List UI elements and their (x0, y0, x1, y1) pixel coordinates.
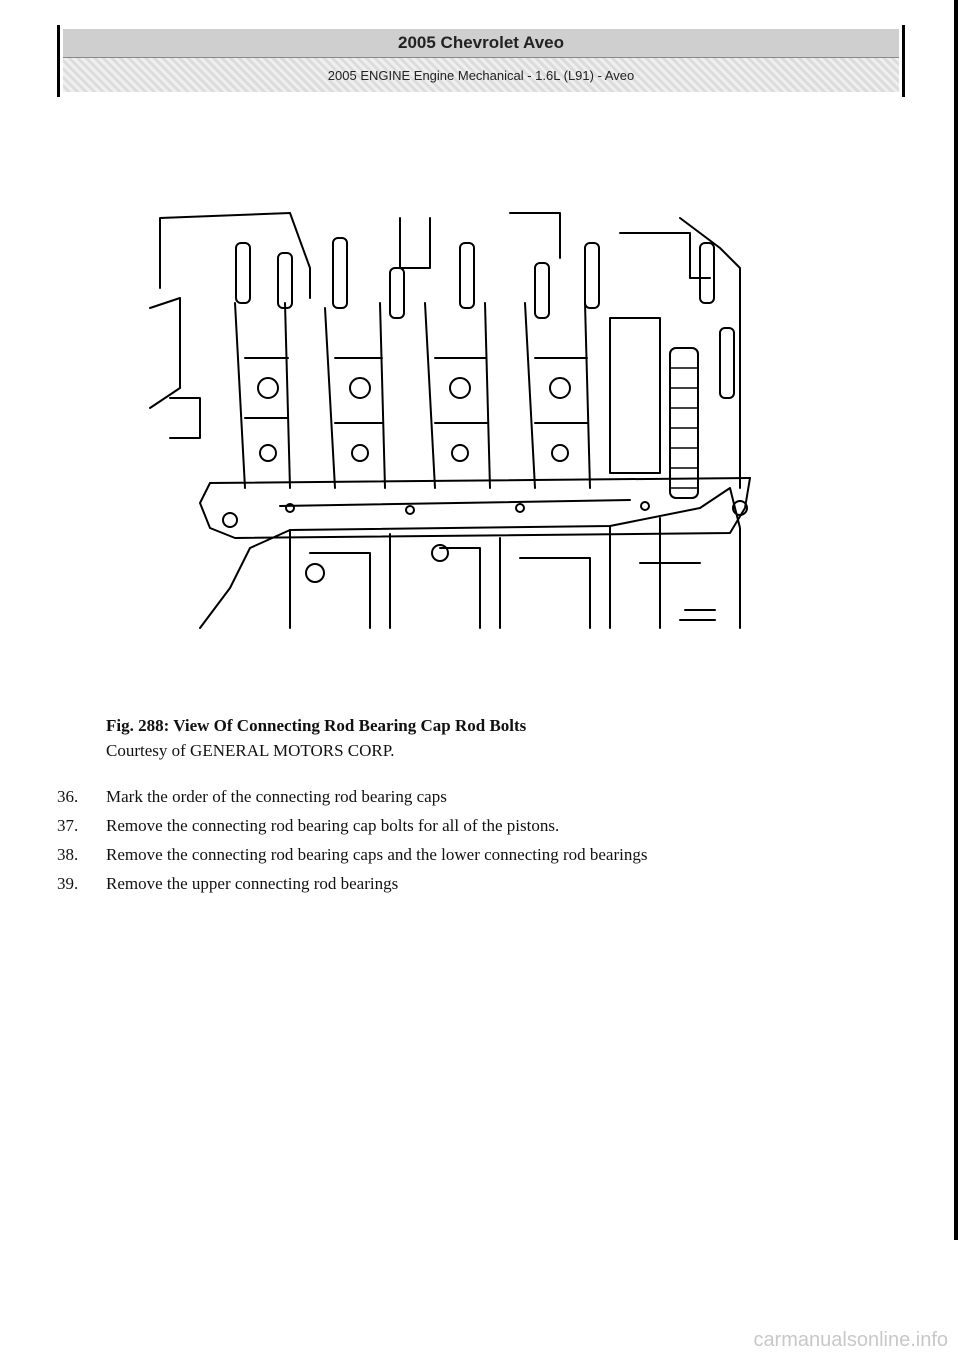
figure-caption (106, 713, 526, 763)
page-right-border (954, 0, 958, 1240)
step-text: Mark the order of the connecting rod bearing caps (106, 787, 447, 806)
header-left-rule (57, 25, 60, 97)
list-item (57, 787, 647, 816)
step-number: 36. (57, 787, 79, 806)
step-number: 38. (57, 845, 79, 864)
caption-title: Fig. 288: View Of Connecting Rod Bearing Cap Rod Bolts (106, 716, 527, 735)
header-right-rule (902, 25, 905, 97)
list-item (57, 845, 647, 874)
step-number: 39. (57, 874, 79, 893)
step-text: Remove the connecting rod bearing cap bolts for all of the pistons. (106, 816, 560, 835)
page-header (57, 25, 905, 97)
procedure-steps (57, 787, 647, 903)
list-item (57, 874, 647, 903)
caption-credit: Courtesy of GENERAL MOTORS CORP. (106, 741, 395, 760)
header-title: 2005 Chevrolet Aveo (63, 29, 899, 58)
step-text: Remove the upper connecting rod bearings (106, 874, 399, 893)
list-item (57, 816, 647, 845)
watermark: carmanualsonline.info (753, 1329, 948, 1351)
engine-illustration (140, 208, 760, 630)
step-number: 37. (57, 816, 79, 835)
step-text: Remove the connecting rod bearing caps and the lower connecting rod bearings (106, 845, 648, 864)
header-subtitle: 2005 ENGINE Engine Mechanical - 1.6L (L91) - Aveo (63, 58, 899, 92)
